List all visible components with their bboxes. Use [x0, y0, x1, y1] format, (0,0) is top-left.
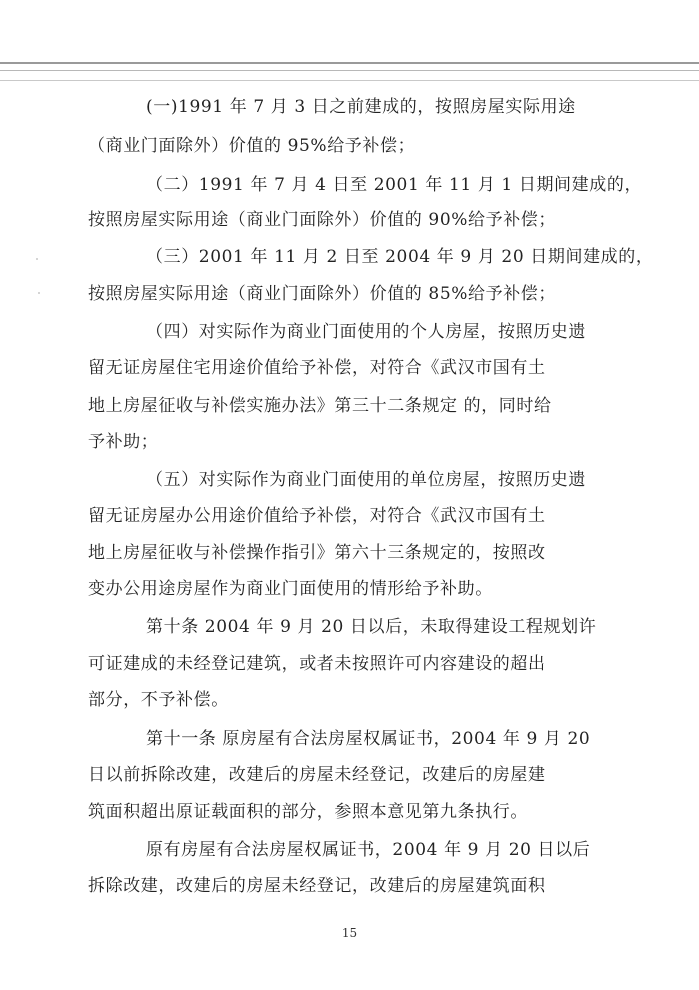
text-line: (一)1991 年 7 月 3 日之前建成的，按照房屋实际用途	[146, 97, 576, 117]
text-line: （商业门面除外）价值的 95%给予补偿；	[88, 136, 416, 156]
text-line: 变办公用途房屋作为商业门面使用的情形给予补助。	[88, 579, 493, 599]
text-line: 筑面积超出原证载面积的部分，参照本意见第九条执行。	[88, 802, 528, 822]
text-line: （五）对实际作为商业门面使用的单位房屋，按照历史遗	[146, 470, 586, 490]
text-line: 原有房屋有合法房屋权属证书，2004 年 9 月 20 日以后	[146, 840, 591, 860]
text-line: 按照房屋实际用途（商业门面除外）价值的 85%给予补偿；	[88, 284, 556, 304]
text-line: 予补助；	[88, 432, 159, 452]
header-rule-faint	[0, 80, 699, 81]
text-line: 留无证房屋办公用途价值给予补偿，对符合《武汉市国有土	[88, 506, 546, 526]
scan-speck	[36, 258, 38, 260]
text-line: 拆除改建，改建后的房屋未经登记，改建后的房屋建筑面积	[88, 876, 546, 896]
scan-speck	[38, 292, 40, 294]
text-line: 部分，不予补偿。	[88, 690, 229, 710]
page-number: 15	[341, 926, 358, 940]
text-line: 第十一条 原房屋有合法房屋权属证书，2004 年 9 月 20	[146, 729, 591, 749]
text-line: 地上房屋征收与补偿操作指引》第六十三条规定的，按照改	[88, 543, 546, 563]
text-line: 按照房屋实际用途（商业门面除外）价值的 90%给予补偿；	[88, 210, 556, 230]
text-line: 留无证房屋住宅用途价值给予补偿，对符合《武汉市国有土	[88, 358, 546, 378]
text-line: 日以前拆除改建，改建后的房屋未经登记，改建后的房屋建	[88, 765, 546, 785]
text-line: 地上房屋征收与补偿实施办法》第三十二条规定 的，同时给	[88, 396, 552, 416]
text-line: （二）1991 年 7 月 4 日至 2001 年 11 月 1 日期间建成的，	[146, 175, 643, 195]
header-rule	[0, 62, 699, 64]
text-line: （四）对实际作为商业门面使用的个人房屋，按照历史遗	[146, 322, 586, 342]
text-line: 第十条 2004 年 9 月 20 日以后，未取得建设工程规划许	[146, 617, 597, 637]
text-line: 可证建成的未经登记建筑，或者未按照许可内容建设的超出	[88, 654, 546, 674]
text-line: （三）2001 年 11 月 2 日至 2004 年 9 月 20 日期间建成的，	[146, 247, 654, 267]
header-rule-thin	[0, 70, 699, 71]
